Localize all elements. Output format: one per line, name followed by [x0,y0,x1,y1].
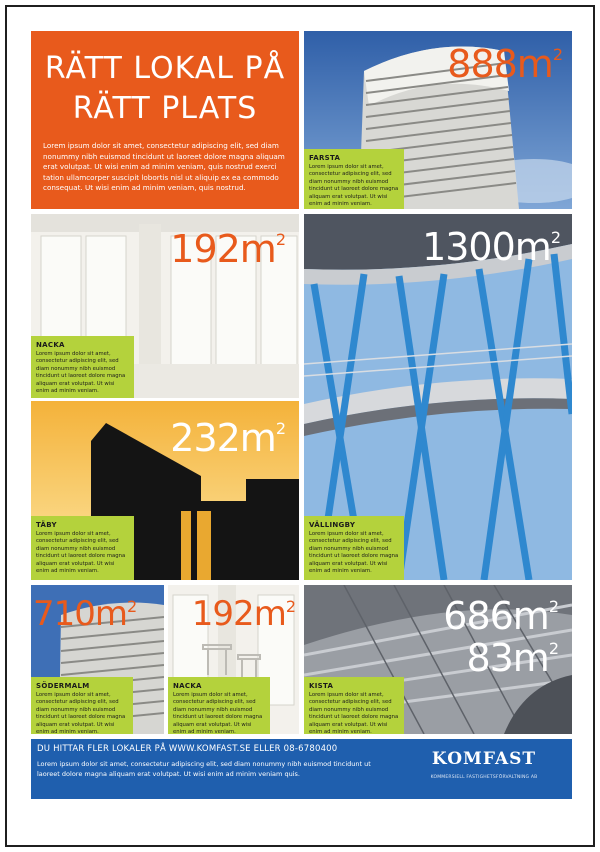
taby-info-box [31,516,134,580]
nacka-2-area-sup: 2 [285,597,295,616]
nacka-1-name: NACKA [36,341,65,349]
listing-vallingby [304,214,572,580]
taby-name: TÄBY [36,521,57,529]
nacka-2-area [191,594,295,634]
farsta-area [447,42,562,86]
hero-panel [31,31,299,209]
vallingby-info-box [304,516,404,580]
vallingby-text: Lorem ipsum dolor sit amet, consectetur adipiscing elit, sed diam nonummy nibh euismod tincidunt ut laoreet dolore magna aliquam erat volutpat. Ut wisi enim ad minim veniam. [309,531,399,575]
farsta-text: Lorem ipsum dolor sit amet, consectetur adipiscing elit, sed diam nonummy nibh euismod tincidunt ut laoreet dolore magna aliquam erat volutpat. Ut wisi enim ad minim veniam. [309,164,399,208]
sodermalm-area-sup: 2 [127,597,137,616]
taby-text: Lorem ipsum dolor sit amet, consectetur adipiscing elit, sed diam nonummy nibh euismod tincidunt ut laoreet dolore magna aliquam erat volutpat. Ut wisi enim ad minim veniam. [36,531,126,575]
kista-area-2 [466,636,558,680]
komfast-tagline: KOMMERSIELL FASTIGHETSFÖRVALTNING AB [430,775,538,780]
farsta-name: FARSTA [309,154,341,162]
listing-sodermalm [31,585,164,734]
nacka-2-info-box [168,677,270,734]
footer-headline: DU HITTAR FLER LOKALER PÅ WWW.KOMFAST.SE ELLER 08-6780400 [37,744,338,754]
nacka-1-text: Lorem ipsum dolor sit amet, consectetur adipiscing elit, sed diam nonummy nibh euismod tincidunt ut laoreet dolore magna aliquam erat volutpat. Ut wisi enim ad minim veniam. [36,351,126,395]
footer-body-text: Lorem ipsum dolor sit amet, consectetur adipiscing elit, sed diam nonummy nibh euismod tincidunt ut laoreet dolore magna aliquam erat volutpat. Ut wisi enim ad minim veniam quis. [37,760,371,778]
hero-title-line2: RÄTT PLATS [72,91,258,126]
farsta-area-value: 888m [447,42,553,86]
listing-nacka-1 [31,214,299,398]
vallingby-name: VÄLLINGBY [309,521,356,529]
farsta-area-sup: 2 [552,45,562,64]
kista-name: KISTA [309,682,334,690]
kista-area-2-sup: 2 [548,639,558,658]
komfast-logo: KOMFAST [431,749,537,769]
nacka-2-text: Lorem ipsum dolor sit amet, consectetur adipiscing elit, sed diam nonummy nibh euismod tincidunt ut laoreet dolore magna aliquam erat volutpat. Ut wisi enim ad minim veniam. [173,692,263,734]
kista-area-2-value: 83m [466,636,549,680]
taby-area [170,416,285,460]
kista-info-box [304,677,404,734]
sodermalm-text: Lorem ipsum dolor sit amet, consectetur adipiscing elit, sed diam nonummy nibh euismod tincidunt ut laoreet dolore magna aliquam erat volutpat. Ut wisi enim ad minim veniam. [36,692,126,734]
taby-area-sup: 2 [275,419,285,438]
nacka-1-area [170,227,285,271]
vallingby-area-value: 1300m [422,225,551,269]
sodermalm-info-box [31,677,133,734]
nacka-1-area-sup: 2 [275,230,285,249]
listing-nacka-2 [168,585,299,734]
kista-area-1 [443,594,558,638]
farsta-info-box [304,149,404,209]
nacka-2-name: NACKA [173,682,202,690]
taby-area-value: 232m [170,416,276,460]
nacka-1-info-box [31,336,134,398]
listing-farsta [304,31,572,209]
kista-area-1-value: 686m [443,594,549,638]
kista-text: Lorem ipsum dolor sit amet, consectetur adipiscing elit, sed diam nonummy nibh euismod tincidunt ut laoreet dolore magna aliquam erat volutpat. Ut wisi enim ad minim veniam. [309,692,399,734]
listing-kista [304,585,572,734]
sodermalm-name: SÖDERMALM [36,682,90,690]
kista-area-1-sup: 2 [548,597,558,616]
nacka-2-area-value: 192m [191,594,286,634]
footer-bar [31,739,572,799]
sodermalm-area [33,594,137,634]
vallingby-area-sup: 2 [550,228,560,247]
hero-body-text: Lorem ipsum dolor sit amet, consectetur adipiscing elit, sed diam nonummy nibh euismod tincidunt ut laoreet dolore magna aliquam erat volutpat. Ut wisi enim ad minim veniam, quis nostrud exerci tation ullamcorper suscipit lobortis nisl ut aliquip ex ea commodo consequat. Ut wisi enim ad minim veniam, quis nostrud. [43,141,285,192]
vallingby-area [422,225,560,269]
nacka-1-area-value: 192m [170,227,276,271]
sodermalm-area-value: 710m [33,594,128,634]
listing-taby [31,401,299,580]
hero-title-line1: RÄTT LOKAL PÅ [44,51,286,86]
